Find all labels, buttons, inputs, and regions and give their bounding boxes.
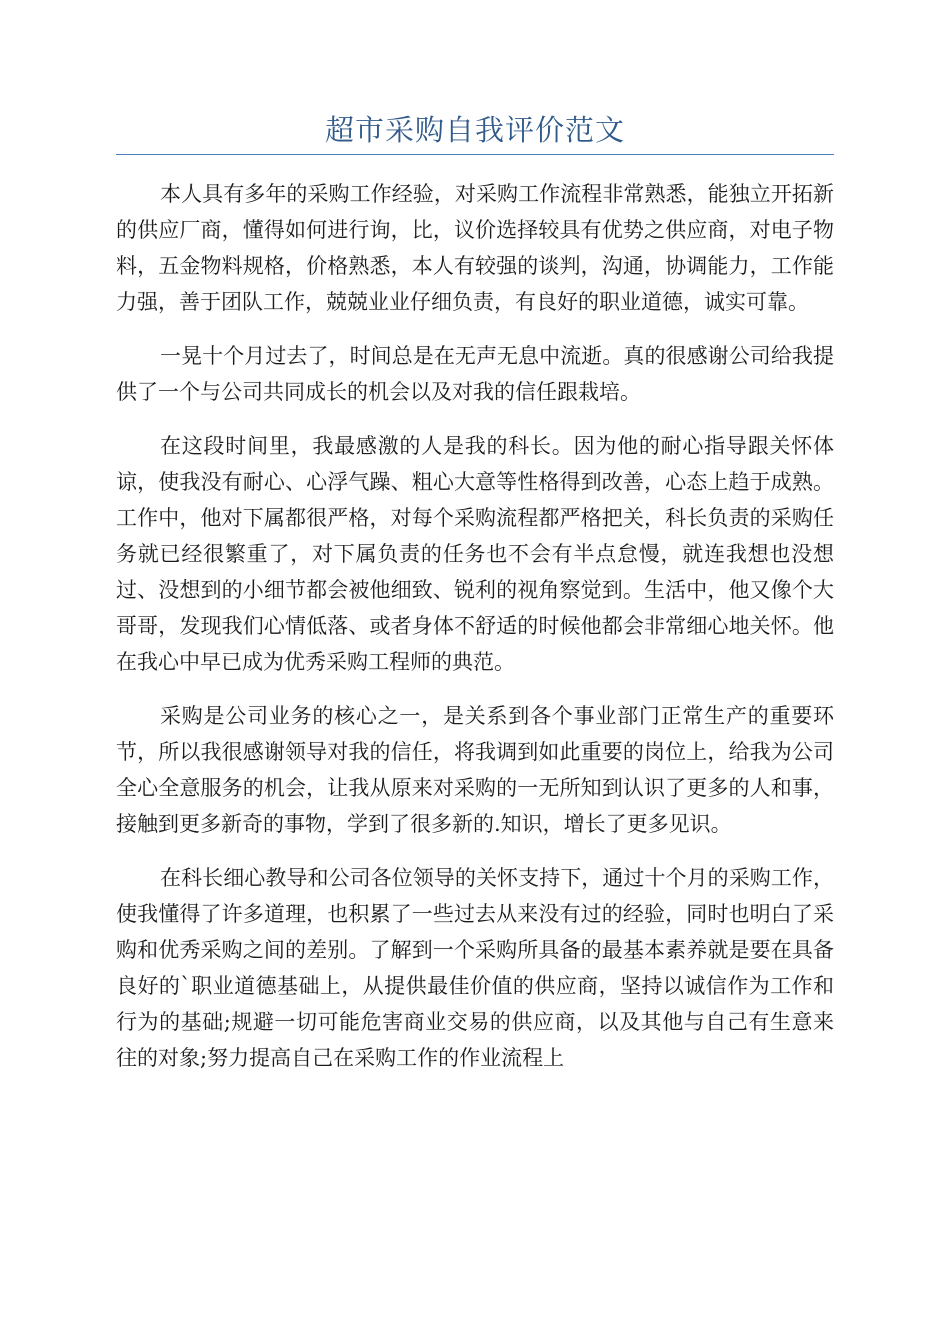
paragraph-2: 一晃十个月过去了，时间总是在无声无息中流逝。真的很感谢公司给我提供了一个与公司共同成长的机会以及对我的信任跟栽培。	[116, 344, 834, 404]
paragraph-4: 采购是公司业务的核心之一，是关系到各个事业部门正常生产的重要环节，所以我很感谢领导对我的信任，将我调到如此重要的岗位上，给我为公司全心全意服务的机会，让我从原来对采购的一无所知到认识了更多的人和事，接触到更多新奇的事物，学到了很多新的.知识，增长了更多见识。	[116, 704, 834, 836]
paragraph-3: 在这段时间里，我最感激的人是我的科长。因为他的耐心指导跟关怀体谅，使我没有耐心、心浮气躁、粗心大意等性格得到改善，心态上趋于成熟。工作中，他对下属都很严格，对每个采购流程都严格把关，科长负责的采购任务就已经很繁重了，对下属负责的任务也不会有半点怠慢，就连我想也没想过、没想到的小细节都会被他细致、锐利的视角察觉到。生活中，他又像个大哥哥，发现我们心情低落、或者身体不舒适的时候他都会非常细心地关怀。他在我心中早已成为优秀采购工程师的典范。	[116, 434, 834, 674]
paragraph-5: 在科长细心教导和公司各位领导的关怀支持下，通过十个月的采购工作，使我懂得了许多道理，也积累了一些过去从来没有过的经验，同时也明白了采购和优秀采购之间的差别。了解到一个采购所具备的最基本素养就是要在具备良好的`职业道德基础上，从提供最佳价值的供应商，坚持以诚信作为工作和行为的基础;规避一切可能危害商业交易的供应商，以及其他与自己有生意来往的对象;努力提高自己在采购工作的作业流程上	[116, 866, 834, 1070]
title-underline	[116, 154, 834, 155]
document-title: 超市采购自我评价范文	[324, 113, 625, 147]
document-body	[116, 176, 834, 1094]
paragraph-1: 本人具有多年的采购工作经验，对采购工作流程非常熟悉，能独立开拓新的供应厂商，懂得如何进行询，比，议价选择较具有优势之供应商，对电子物料，五金物料规格，价格熟悉，本人有较强的谈判，沟通，协调能力，工作能力强，善于团队工作，兢兢业业仔细负责，有良好的职业道德，诚实可靠。	[116, 182, 834, 314]
